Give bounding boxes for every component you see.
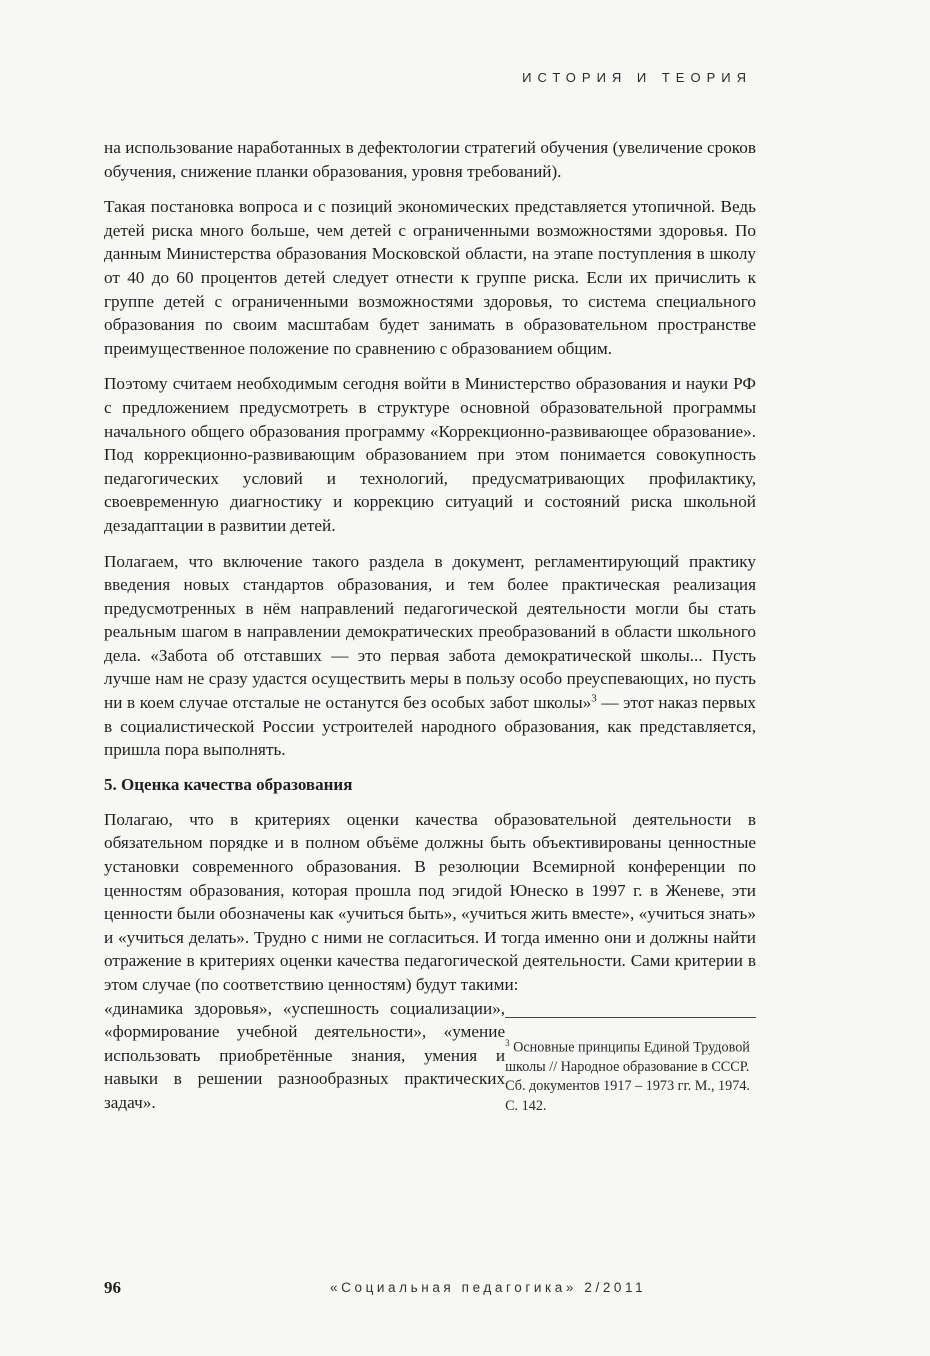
paragraph-1: на использование наработанных в дефектологии стратегий обучения (увеличение сроков обучения, снижение планки образования, уровня требований). [104,138,756,181]
footnote-reference: 3 [591,692,597,705]
paragraph-4-text-b: — этот наказ первых в социалистической России устроителей народного образования, как представляется, пришла пора выполнять. [104,693,756,760]
article-body [104,136,756,1116]
paragraph-4-text-a: Полагаем, что включение такого раздела в документ, регламентирующий практику введения новых стандартов образования, и тем более практическая реализация предусмотренных в нём направлений педагогической деятельности могли бы стать реальным шагом в направлении демократических преобразований в области школьного дела. «Забота об отставших — это первая забота демократической школы... Пусть лучше нам не сразу удастся осуществить меры в пользу особо преуспевающих, но пусть ни в коем случае отсталые не останутся без особых забот школы» [104,551,756,713]
journal-title: «Социальная педагогика» 2/2011 [330,1280,647,1295]
paragraph-5-continued: «динамика здоровья», «успешность социализации», «формирование учебной деятельности», «умение использовать приобретённые знания, умения и навыки в решении разнообразных практических задач». [104,998,506,1112]
running-head: ИСТОРИЯ И ТЕОРИЯ [522,70,752,85]
page-footer [104,1278,756,1298]
footnote [505,1017,756,1117]
paragraph-4 [104,550,756,762]
bottom-split [104,997,756,1117]
paragraph-3: Поэтому считаем необходимым сегодня войти в Министерство образования и науки РФ с предложением предусмотреть в структуре основной образовательной программы начального общего образования программу «Коррекционно-развивающее образование». Под коррекционно-развивающим образованием при этом понимается совокупность педагогических условий и технологий, предусматривающих профилактику, своевременную диагностику и коррекцию ситуаций и состояний риска школьной дезадаптации в развитии детей. [104,374,756,535]
section-heading: 5. Оценка качества образования [104,774,353,794]
footnote-text: Основные принципы Единой Трудовой школы // Народное образование в СССР. Сб. документов 1917 – 1973 гг. М., 1974. С. 142. [505,1039,750,1114]
footnote-mark: 3 [505,1037,510,1048]
paragraph-5: Полагаю, что в критериях оценки качества образовательной деятельности в обязательном порядке и в полном объёме должны быть объективированы ценностные установки современного образования. В резолюции Всемирной конференции по ценностям образования, которая прошла под эгидой Юнеско в 1997 г. в Женеве, эти ценности были обозначены как «учиться быть», «учиться жить вместе», «учиться знать» и «учиться делать». Трудно с ними не согласиться. И тогда именно они и должны найти отражение в критериях оценки качества педагогической деятельности. Сами критерии в этом случае (по соответствию ценностям) будут такими: [104,809,756,994]
paragraph-2: Такая постановка вопроса и с позиций экономических представляется утопичной. Ведь детей риска много больше, чем детей с ограниченными возможностями здоровья. По данным Министерства образования Московской области, на этапе поступления в школу от 40 до 60 процентов детей следует отнести к группе риска. Если их причислить к группе детей с ограниченными возможностями здоровья, то система специального образования по своим масштабам будет занимать в образовательном пространстве преимущественное положение по сравнению с образованием общим. [104,197,756,358]
page-number: 96 [104,1278,121,1297]
